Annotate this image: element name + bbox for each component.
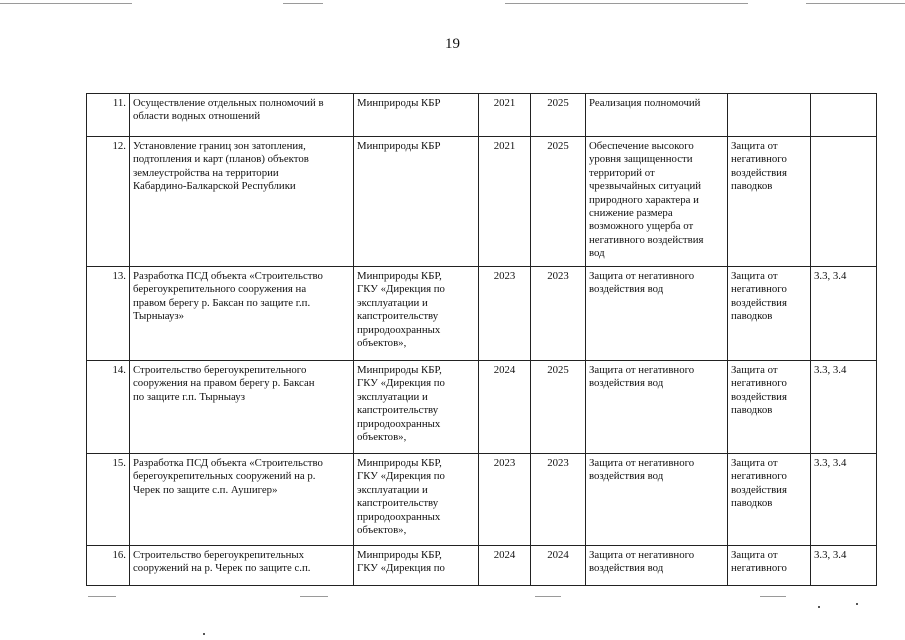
scan-line-bottom-right (760, 596, 786, 597)
measures-table (86, 93, 877, 586)
link-cell (811, 137, 877, 267)
result-cell: Защита от негативного воздействия вод (586, 361, 728, 454)
result-cell: Обеспечение высокого уровня защищенности территорий от чрезвычайных ситуаций природного характера и снижение размера возможного ущерба от негативного воздействия вод (586, 137, 728, 267)
measure-cell: Осуществление отдельных полномочий в области водных отношений (130, 94, 354, 137)
indicator-cell: Защита от негативного воздействия паводков (728, 267, 811, 361)
scan-line-bottom-left (88, 596, 116, 597)
measure-cell: Разработка ПСД объекта «Строительство берегоукрепительного сооружения на правом берегу р. Баксан по защите г.п. Тырныауз» (130, 267, 354, 361)
indicator-cell (728, 94, 811, 137)
indicator-cell: Защита от негативного воздействия паводков (728, 137, 811, 267)
end-year-cell: 2025 (531, 361, 586, 454)
link-cell: 3.3, 3.4 (811, 546, 877, 586)
indicator-cell: Защита от негативного воздействия паводков (728, 454, 811, 546)
table-row (87, 267, 877, 361)
result-cell: Защита от негативного воздействия вод (586, 546, 728, 586)
scan-speck (203, 633, 205, 635)
scan-line-bottom-mid2 (535, 596, 561, 597)
scan-line-bottom-mid (300, 596, 328, 597)
start-year-cell: 2024 (479, 361, 531, 454)
scan-line-top-mid (283, 3, 323, 4)
scan-speck (818, 606, 820, 608)
row-number: 13. (87, 267, 130, 361)
scan-line-top-right (505, 3, 748, 4)
row-number: 14. (87, 361, 130, 454)
link-cell: 3.3, 3.4 (811, 361, 877, 454)
measure-cell: Строительство берегоукрепительных сооружений на р. Черек по защите с.п. (130, 546, 354, 586)
executor-cell: Минприроды КБР, ГКУ «Дирекция по эксплуатации и капстроительству природоохранных объектов», (354, 361, 479, 454)
link-cell (811, 94, 877, 137)
executor-cell: Минприроды КБР, ГКУ «Дирекция по (354, 546, 479, 586)
executor-cell: Минприроды КБР (354, 137, 479, 267)
executor-cell: Минприроды КБР, ГКУ «Дирекция по эксплуатации и капстроительству природоохранных объектов», (354, 454, 479, 546)
page-number: 19 (445, 36, 460, 52)
executor-cell: Минприроды КБР (354, 94, 479, 137)
indicator-cell: Защита от негативного (728, 546, 811, 586)
start-year-cell: 2021 (479, 94, 531, 137)
result-cell: Защита от негативного воздействия вод (586, 454, 728, 546)
table-body (87, 94, 877, 586)
end-year-cell: 2023 (531, 454, 586, 546)
start-year-cell: 2024 (479, 546, 531, 586)
start-year-cell: 2023 (479, 454, 531, 546)
end-year-cell: 2023 (531, 267, 586, 361)
table-row (87, 94, 877, 137)
measure-cell: Строительство берегоукрепительного сооружения на правом берегу р. Баксан по защите г.п. Тырныауз (130, 361, 354, 454)
indicator-cell: Защита от негативного воздействия паводков (728, 361, 811, 454)
table-row (87, 137, 877, 267)
scan-speck (856, 603, 858, 605)
row-number: 15. (87, 454, 130, 546)
measure-cell: Установление границ зон затопления, подтопления и карт (планов) объектов землеустройства на территории Кабардино-Балкарской Республики (130, 137, 354, 267)
row-number: 12. (87, 137, 130, 267)
table-row (87, 454, 877, 546)
start-year-cell: 2023 (479, 267, 531, 361)
result-cell: Реализация полномочий (586, 94, 728, 137)
table-row (87, 546, 877, 586)
link-cell: 3.3, 3.4 (811, 267, 877, 361)
result-cell: Защита от негативного воздействия вод (586, 267, 728, 361)
start-year-cell: 2021 (479, 137, 531, 267)
scan-line-top-far-right (806, 3, 905, 4)
end-year-cell: 2025 (531, 137, 586, 267)
link-cell: 3.3, 3.4 (811, 454, 877, 546)
end-year-cell: 2024 (531, 546, 586, 586)
row-number: 16. (87, 546, 130, 586)
end-year-cell: 2025 (531, 94, 586, 137)
measure-cell: Разработка ПСД объекта «Строительство берегоукрепительных сооружений на р. Черек по защите с.п. Аушигер» (130, 454, 354, 546)
row-number: 11. (87, 94, 130, 137)
scan-line-top-left (0, 3, 132, 4)
table-row (87, 361, 877, 454)
executor-cell: Минприроды КБР, ГКУ «Дирекция по эксплуатации и капстроительству природоохранных объектов», (354, 267, 479, 361)
